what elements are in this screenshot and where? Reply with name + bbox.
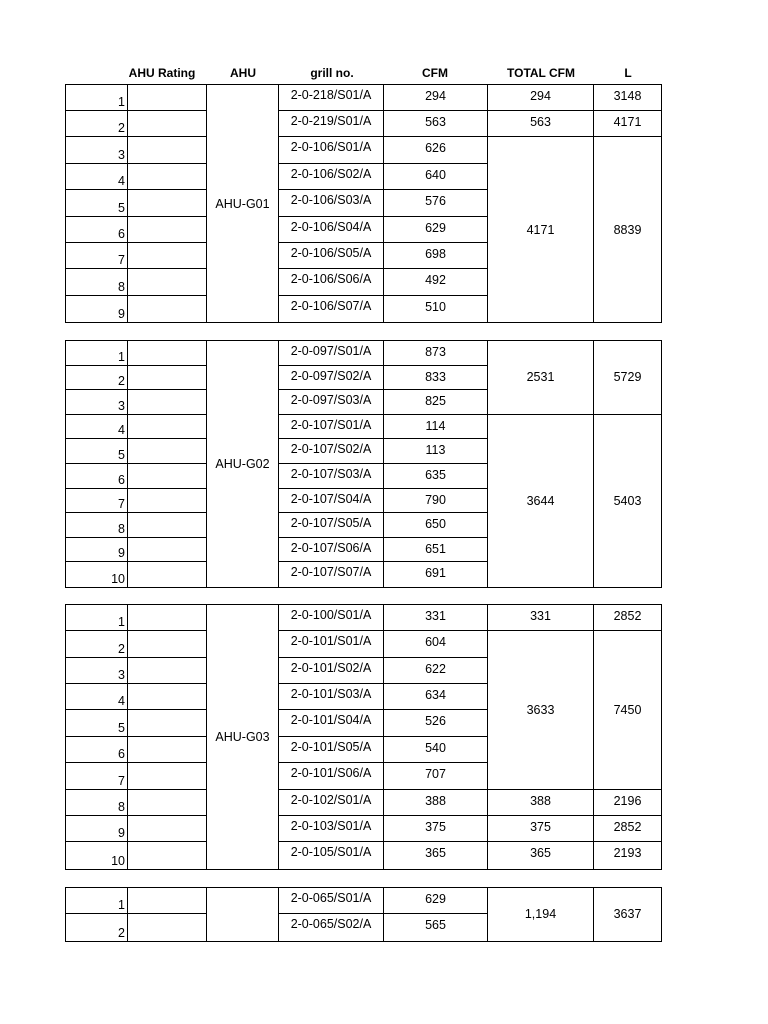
row-number: 8 <box>66 790 128 816</box>
ahu-rating-cell <box>128 439 207 464</box>
ahu-rating-cell <box>128 296 207 323</box>
row-number: 3 <box>66 390 128 415</box>
length-value: 3148 <box>594 85 661 111</box>
grill-number: 2-0-065/S01/A <box>279 888 384 914</box>
cfm-value: 604 <box>384 631 488 657</box>
cfm-value: 540 <box>384 737 488 763</box>
grill-number: 2-0-065/S02/A <box>279 914 384 940</box>
row-number: 2 <box>66 914 128 940</box>
cfm-value: 510 <box>384 296 488 323</box>
row-number: 4 <box>66 415 128 440</box>
cfm-value: 640 <box>384 164 488 190</box>
total-cfm-value: 3633 <box>488 631 594 789</box>
grill-number: 2-0-106/S01/A <box>279 137 384 163</box>
ahu-table <box>65 84 662 323</box>
cfm-value: 114 <box>384 415 488 440</box>
grill-number: 2-0-106/S05/A <box>279 243 384 269</box>
grill-number: 2-0-107/S04/A <box>279 489 384 514</box>
ahu-rating-cell <box>128 243 207 269</box>
length-value: 5403 <box>613 493 642 508</box>
length-value: 2196 <box>594 790 661 816</box>
cfm-value: 873 <box>384 341 488 366</box>
row-number: 9 <box>66 538 128 563</box>
ahu-rating-cell <box>128 164 207 190</box>
total-cfm-value: 331 <box>488 605 594 631</box>
row-number: 6 <box>66 217 128 243</box>
row-number: 1 <box>66 85 128 111</box>
grill-number: 2-0-107/S03/A <box>279 464 384 489</box>
total-cfm-value: 365 <box>488 842 594 868</box>
grill-number: 2-0-107/S01/A <box>279 415 384 440</box>
row-number: 10 <box>66 842 128 868</box>
row-number: 6 <box>66 464 128 489</box>
grill-number: 2-0-103/S01/A <box>279 816 384 842</box>
row-number: 2 <box>66 631 128 657</box>
row-number: 1 <box>66 605 128 631</box>
length-value: 2852 <box>594 605 661 631</box>
cfm-value: 113 <box>384 439 488 464</box>
length-value: 5729 <box>594 341 661 415</box>
cfm-value: 698 <box>384 243 488 269</box>
ahu-name: AHU-G01 <box>207 85 279 322</box>
cfm-value: 650 <box>384 513 488 538</box>
ahu-rating-cell <box>128 489 207 514</box>
grill-number: 2-0-101/S01/A <box>279 631 384 657</box>
ahu-rating-cell <box>128 85 207 111</box>
total-cfm-value: 2531 <box>488 341 594 415</box>
cfm-value: 626 <box>384 137 488 163</box>
row-number: 2 <box>66 111 128 137</box>
ahu-rating-cell <box>128 111 207 137</box>
row-number: 1 <box>66 341 128 366</box>
cfm-value: 629 <box>384 888 488 914</box>
header-ahu-rating: AHU Rating <box>128 66 196 80</box>
cfm-value: 651 <box>384 538 488 563</box>
row-number: 5 <box>66 710 128 736</box>
total-cfm-value: 3644 <box>488 415 594 587</box>
ahu-rating-cell <box>128 217 207 243</box>
grill-number: 2-0-107/S06/A <box>279 538 384 563</box>
cfm-value: 629 <box>384 217 488 243</box>
total-cfm-value: 388 <box>488 790 594 816</box>
header-ahu: AHU <box>230 66 256 80</box>
ahu-rating-cell <box>128 390 207 415</box>
row-number: 9 <box>66 296 128 323</box>
length-value: 2193 <box>613 846 642 861</box>
grill-number: 2-0-097/S02/A <box>279 366 384 391</box>
cfm-value: 707 <box>384 763 488 789</box>
row-number: 5 <box>66 439 128 464</box>
grill-number: 2-0-106/S02/A <box>279 164 384 190</box>
ahu-rating-cell <box>128 816 207 842</box>
ahu-rating-cell <box>128 464 207 489</box>
total-cfm-value: 294 <box>488 85 594 111</box>
length-value: 7450 <box>594 631 661 789</box>
ahu-rating-cell <box>128 888 207 914</box>
ahu-name <box>207 888 279 941</box>
grill-number: 2-0-107/S02/A <box>279 439 384 464</box>
ahu-rating-cell <box>128 269 207 295</box>
row-number: 3 <box>66 658 128 684</box>
ahu-rating-cell <box>128 137 207 163</box>
ahu-rating-cell <box>128 190 207 216</box>
length-value: 2852 <box>594 816 661 842</box>
row-number: 7 <box>66 243 128 269</box>
grill-number: 2-0-107/S07/A <box>279 562 384 587</box>
header-grill-no: grill no. <box>310 66 354 80</box>
total-cfm-value: 563 <box>488 111 594 137</box>
row-number: 9 <box>66 816 128 842</box>
grill-number: 2-0-101/S02/A <box>279 658 384 684</box>
cfm-value: 691 <box>384 562 488 587</box>
row-number: 7 <box>66 763 128 789</box>
ahu-rating-cell <box>128 914 207 940</box>
ahu-rating-cell <box>128 737 207 763</box>
total-cfm-value: 375 <box>488 816 594 842</box>
ahu-rating-cell <box>128 710 207 736</box>
cfm-value: 492 <box>384 269 488 295</box>
total-cfm-value: 4171 <box>488 137 594 322</box>
ahu-rating-cell <box>128 790 207 816</box>
grill-number: 2-0-102/S01/A <box>279 790 384 816</box>
grill-number: 2-0-218/S01/A <box>279 85 384 111</box>
cfm-value: 825 <box>384 390 488 415</box>
ahu-rating-cell <box>128 341 207 366</box>
row-number: 8 <box>66 269 128 295</box>
row-number: 1 <box>66 888 128 914</box>
ahu-rating-cell <box>128 763 207 789</box>
cfm-value: 331 <box>384 605 488 631</box>
row-number: 4 <box>66 164 128 190</box>
ahu-rating-cell <box>128 366 207 391</box>
grill-number: 2-0-106/S07/A <box>279 296 384 323</box>
cfm-value: 294 <box>384 85 488 111</box>
cfm-value: 563 <box>384 111 488 137</box>
grill-number: 2-0-219/S01/A <box>279 111 384 137</box>
grill-number: 2-0-100/S01/A <box>279 605 384 631</box>
cfm-value: 635 <box>384 464 488 489</box>
grill-number: 2-0-097/S01/A <box>279 341 384 366</box>
cfm-value: 526 <box>384 710 488 736</box>
cfm-value: 790 <box>384 489 488 514</box>
ahu-rating-cell <box>128 658 207 684</box>
cfm-value: 576 <box>384 190 488 216</box>
header-l: L <box>624 66 632 80</box>
ahu-rating-cell <box>128 513 207 538</box>
length-value: 8839 <box>613 222 642 237</box>
total-cfm-value: 1,194 <box>488 888 594 941</box>
ahu-table <box>65 604 662 870</box>
cfm-value: 833 <box>384 366 488 391</box>
ahu-table <box>65 887 662 942</box>
grill-number: 2-0-101/S03/A <box>279 684 384 710</box>
cfm-value: 634 <box>384 684 488 710</box>
cfm-value: 375 <box>384 816 488 842</box>
row-number: 3 <box>66 137 128 163</box>
ahu-rating-cell <box>128 842 207 868</box>
header-cfm: CFM <box>422 66 448 80</box>
row-number: 10 <box>66 562 128 587</box>
ahu-rating-cell <box>128 684 207 710</box>
row-number: 4 <box>66 684 128 710</box>
cfm-value: 622 <box>384 658 488 684</box>
length-value: 3637 <box>613 907 642 922</box>
ahu-rating-cell <box>128 538 207 563</box>
row-number: 7 <box>66 489 128 514</box>
grill-number: 2-0-101/S05/A <box>279 737 384 763</box>
row-number: 6 <box>66 737 128 763</box>
grill-number: 2-0-106/S04/A <box>279 217 384 243</box>
ahu-rating-cell <box>128 562 207 587</box>
row-number: 5 <box>66 190 128 216</box>
length-value: 4171 <box>594 111 661 137</box>
grill-number: 2-0-106/S06/A <box>279 269 384 295</box>
row-number: 8 <box>66 513 128 538</box>
grill-number: 2-0-107/S05/A <box>279 513 384 538</box>
ahu-rating-cell <box>128 605 207 631</box>
ahu-rating-cell <box>128 415 207 440</box>
grill-number: 2-0-101/S04/A <box>279 710 384 736</box>
ahu-table <box>65 340 662 588</box>
grill-number: 2-0-106/S03/A <box>279 190 384 216</box>
cfm-value: 565 <box>384 914 488 940</box>
grill-number: 2-0-097/S03/A <box>279 390 384 415</box>
cfm-value: 365 <box>384 842 488 868</box>
ahu-name: AHU-G02 <box>207 341 279 587</box>
grill-number: 2-0-105/S01/A <box>279 842 384 868</box>
ahu-name: AHU-G03 <box>207 605 279 869</box>
ahu-rating-cell <box>128 631 207 657</box>
row-number: 2 <box>66 366 128 391</box>
header-total-cfm: TOTAL CFM <box>507 66 575 80</box>
grill-number: 2-0-101/S06/A <box>279 763 384 789</box>
cfm-value: 388 <box>384 790 488 816</box>
